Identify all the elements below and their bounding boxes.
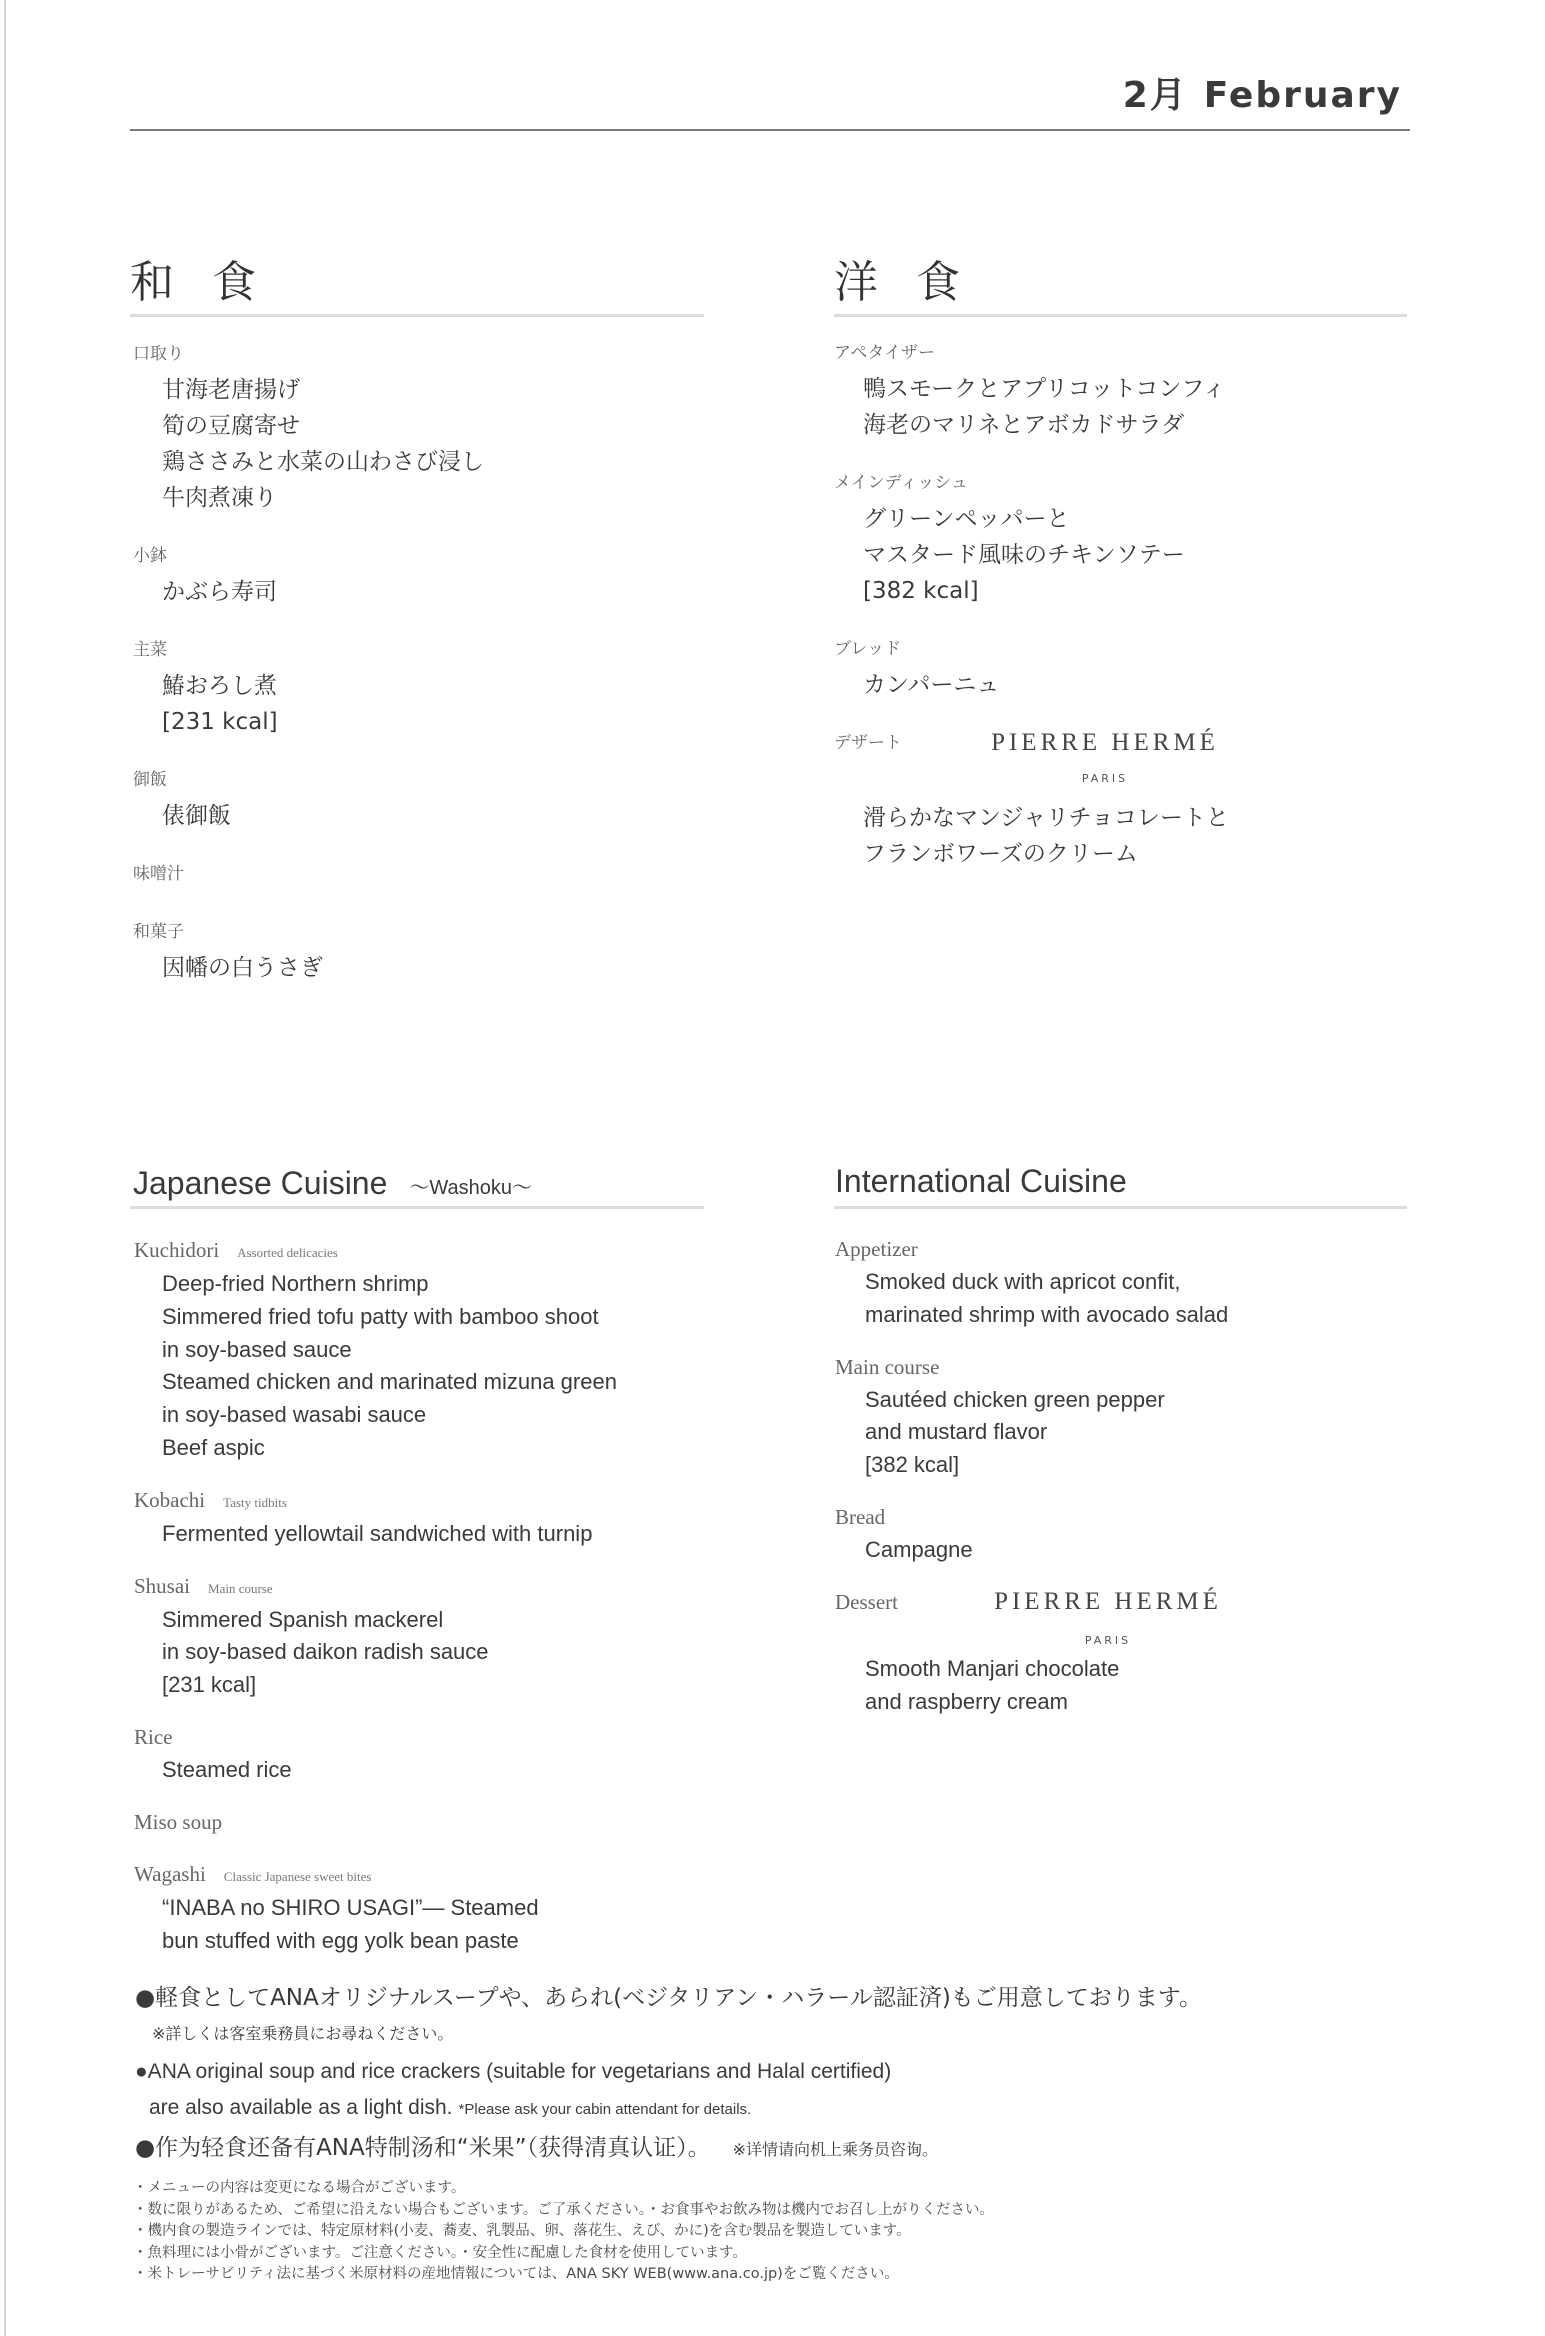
yoshoku-course-dessert [834, 725, 1474, 872]
course-label-row [134, 1722, 794, 1754]
dish-item: 鴨スモークとアプリコットコンフィ [863, 376, 1226, 402]
yoshoku-course-bread [834, 631, 1474, 703]
dish-item: in soy-based wasabi sauce [162, 1402, 427, 1428]
dish-item: Fermented yellowtail sandwiched with turnip [162, 1520, 593, 1546]
dessert-label-row [834, 725, 1474, 761]
course-label: Dessert [835, 1589, 898, 1614]
course-label-row [835, 1352, 1495, 1384]
course-label: Miso soup [134, 1809, 223, 1834]
month-header [1123, 72, 1402, 120]
course-label: アペタイザー [834, 343, 935, 363]
course-label: Shusai [134, 1573, 191, 1598]
en-course-kuchidori [134, 1235, 794, 1465]
calorie-value: [231 kcal] [162, 1672, 257, 1698]
course-label-row [134, 1571, 794, 1604]
pierre-herme-logo: PIERRE HERMÉ [994, 1587, 1222, 1615]
washoku-course-kuchidori [133, 336, 773, 516]
washoku-course-rice [133, 762, 773, 834]
course-label-row [134, 1859, 794, 1892]
japanese-cuisine-menu [134, 1235, 794, 1957]
pierre-herme-logo-paris: PARIS [1081, 772, 1129, 785]
footer-notice: ・メニューの内容は変更になる場合がございます。 [133, 2180, 466, 2196]
light-meal-note-en-line2 [149, 2092, 751, 2126]
dish-item: “INABA no SHIRO USAGI”— Steamed [162, 1894, 539, 1920]
course-label: メインディッシュ [834, 473, 968, 493]
course-sublabel: Main course [208, 1580, 273, 1596]
dish-item: Sautéed chicken green pepper [865, 1386, 1165, 1412]
dish-item: Smoked duck with apricot confit, [865, 1269, 1181, 1294]
course-sublabel: Assorted delicacies [237, 1245, 338, 1260]
dish-item: 筍の豆腐寄せ [162, 413, 300, 439]
washoku-course-kobachi [133, 538, 773, 610]
footer-notices [133, 2178, 1433, 2286]
calorie-value: [231 kcal] [162, 709, 278, 735]
course-label: 口取り [133, 344, 184, 364]
washoku-title-rule [130, 314, 704, 317]
month-en: February [1203, 75, 1402, 116]
dish-item: グリーンペッパーと [863, 506, 1070, 532]
en-course-kobachi [134, 1485, 794, 1551]
dish-item: フランボワーズのクリーム [863, 841, 1138, 867]
section-title: Japanese Cuisine [133, 1165, 388, 1201]
yoshoku-title: 洋 食 [834, 257, 972, 308]
light-meal-note-en-line1: ●ANA original soup and rice crackers (suitable for vegetarians and Halal certified) [135, 2060, 892, 2083]
light-meal-note-zh [135, 2131, 938, 2167]
course-label: デザート [834, 733, 902, 753]
dish-item: 鶏ささみと水菜の山わさび浸し [162, 449, 484, 475]
course-label: ブレッド [834, 639, 902, 659]
japanese-cuisine-title [133, 1162, 532, 1209]
course-label: 御飯 [133, 770, 167, 790]
dish-item: Campagne [865, 1536, 973, 1562]
course-label: 主菜 [133, 640, 167, 660]
light-meal-note-jp: ●軽食としてANAオリジナルスープや、あられ(ベジタリアン・ハラール認証済)もご用意しております。 [135, 1985, 1202, 2011]
calorie-value: [382 kcal] [863, 578, 979, 604]
dish-item: in soy-based sauce [162, 1336, 352, 1362]
dish-item: 滑らかなマンジャリチョコレートと [863, 805, 1229, 831]
brand-sub-row [834, 761, 1474, 797]
course-label-row [835, 1234, 1495, 1266]
light-meal-note-en-text: are also available as a light dish. [149, 2096, 453, 2119]
header-rule [130, 129, 1410, 131]
en-course-bread [835, 1502, 1495, 1567]
course-label: Bread [835, 1504, 886, 1529]
dish-item: and mustard flavor [865, 1419, 1048, 1445]
dish-item: 海老のマリネとアボカドサラダ [863, 412, 1185, 438]
course-label: Wagashi [134, 1861, 206, 1886]
yoshoku-course-appetizer [834, 335, 1474, 443]
dish-item: and raspberry cream [865, 1688, 1068, 1714]
dish-item: Simmered Spanish mackerel [162, 1606, 444, 1632]
yoshoku-course-main [834, 465, 1474, 609]
en-course-rice [134, 1722, 794, 1787]
dish-item: in soy-based daikon radish sauce [162, 1639, 489, 1665]
section-subtitle: 〜Washoku〜 [409, 1177, 533, 1199]
dish-item: マスタード風味のチキンソテー [863, 542, 1185, 568]
dish-item: Deep-fried Northern shrimp [162, 1271, 429, 1296]
light-meal-note-jp-sub: ※詳しくは客室乗務員にお尋ねください。 [152, 2024, 454, 2043]
course-label: 和菓子 [133, 922, 184, 942]
dish-item: 甘海老唐揚げ [162, 377, 300, 403]
washoku-course-shusai [133, 632, 773, 740]
course-sublabel: Tasty tidbits [223, 1494, 287, 1510]
course-label-row [134, 1807, 794, 1839]
dish-item: Beef aspic [162, 1434, 265, 1460]
course-sublabel: Classic Japanese sweet bites [223, 1868, 372, 1884]
international-cuisine-menu [835, 1234, 1495, 1718]
dish-item: Steamed chicken and marinated mizuna green [162, 1369, 617, 1395]
course-label-row [134, 1485, 794, 1518]
footer-notice: ・米トレーサビリティ法に基づく米原材料の産地情報については、ANA SKY WEB(www.ana.co.jp)をご覧ください。 [133, 2266, 899, 2282]
footer-notice: ・機内食の製造ラインでは、特定原材料(小麦、蕎麦、乳製品、卵、落花生、えび、かに)を含む製品を製造しています。 [133, 2223, 911, 2239]
japanese-cuisine-rule [130, 1206, 704, 1209]
pierre-herme-logo: PIERRE HERMÉ [991, 729, 1219, 756]
dish-item: かぶら寿司 [162, 579, 277, 605]
dessert-items [834, 800, 1474, 872]
dish-item: 鰆おろし煮 [162, 673, 277, 699]
dish-item: Smooth Manjari chocolate [865, 1655, 1120, 1681]
en-course-dessert [835, 1587, 1495, 1719]
en-course-main [835, 1352, 1495, 1482]
light-meal-note-zh-text: ●作为轻食还备有ANA特制汤和“米果”（获得清真认证）。 [135, 2135, 711, 2161]
course-label-row [134, 1235, 794, 1268]
international-cuisine-rule [834, 1206, 1407, 1209]
yoshoku-title-rule [834, 314, 1407, 317]
course-label: Main course [835, 1354, 940, 1379]
dessert-label-row [835, 1587, 1495, 1619]
dish-item: カンパーニュ [863, 672, 1000, 698]
brand-sub-row [835, 1629, 1495, 1653]
dish-item: 俵御飯 [162, 803, 231, 829]
en-course-miso [134, 1807, 794, 1839]
course-label: Rice [134, 1724, 173, 1749]
dish-item: Simmered fried tofu patty with bamboo shoot [162, 1303, 599, 1329]
footer-notice: ・魚料理には小骨がございます。ご注意ください。・安全性に配慮した食材を使用しています。 [133, 2244, 747, 2261]
washoku-menu [133, 336, 773, 986]
international-cuisine-title: International Cuisine [835, 1163, 1127, 1199]
course-label-row [835, 1502, 1495, 1534]
yoshoku-menu [834, 335, 1474, 872]
month-jp: 2月 [1122, 75, 1188, 116]
calorie-value: [382 kcal] [865, 1452, 960, 1478]
en-course-wagashi [134, 1859, 794, 1958]
dish-item: Steamed rice [162, 1756, 292, 1782]
en-course-appetizer [835, 1234, 1495, 1332]
en-course-shusai [134, 1571, 794, 1702]
footer-notice: ・数に限りがあるため、ご希望に沿えない場合もございます。ご了承ください。・お食事やお飲み物は機内でお召し上がりください。 [133, 2201, 995, 2218]
dish-item: 牛肉煮凍り [162, 485, 277, 511]
dish-item: marinated shrimp with avocado salad [865, 1301, 1229, 1327]
course-label: Appetizer [835, 1237, 918, 1261]
dish-item: 因幡の白うさぎ [162, 955, 323, 981]
washoku-title: 和 食 [130, 257, 268, 308]
course-label: 味噌汁 [133, 864, 184, 884]
course-label: Kobachi [134, 1487, 206, 1512]
light-meal-note-zh-sub: ※详情请向机上乘务员咨询。 [732, 2140, 938, 2159]
washoku-course-miso [133, 856, 773, 892]
washoku-course-wagashi [133, 914, 773, 986]
course-label: 小鉢 [133, 546, 167, 566]
page-edge [4, 0, 6, 2336]
dish-item: bun stuffed with egg yolk bean paste [162, 1927, 519, 1953]
course-label: Kuchidori [134, 1238, 220, 1262]
pierre-herme-logo-paris: PARIS [1084, 1633, 1132, 1647]
light-meal-note-en-sub: *Please ask your cabin attendant for details. [458, 2101, 752, 2118]
